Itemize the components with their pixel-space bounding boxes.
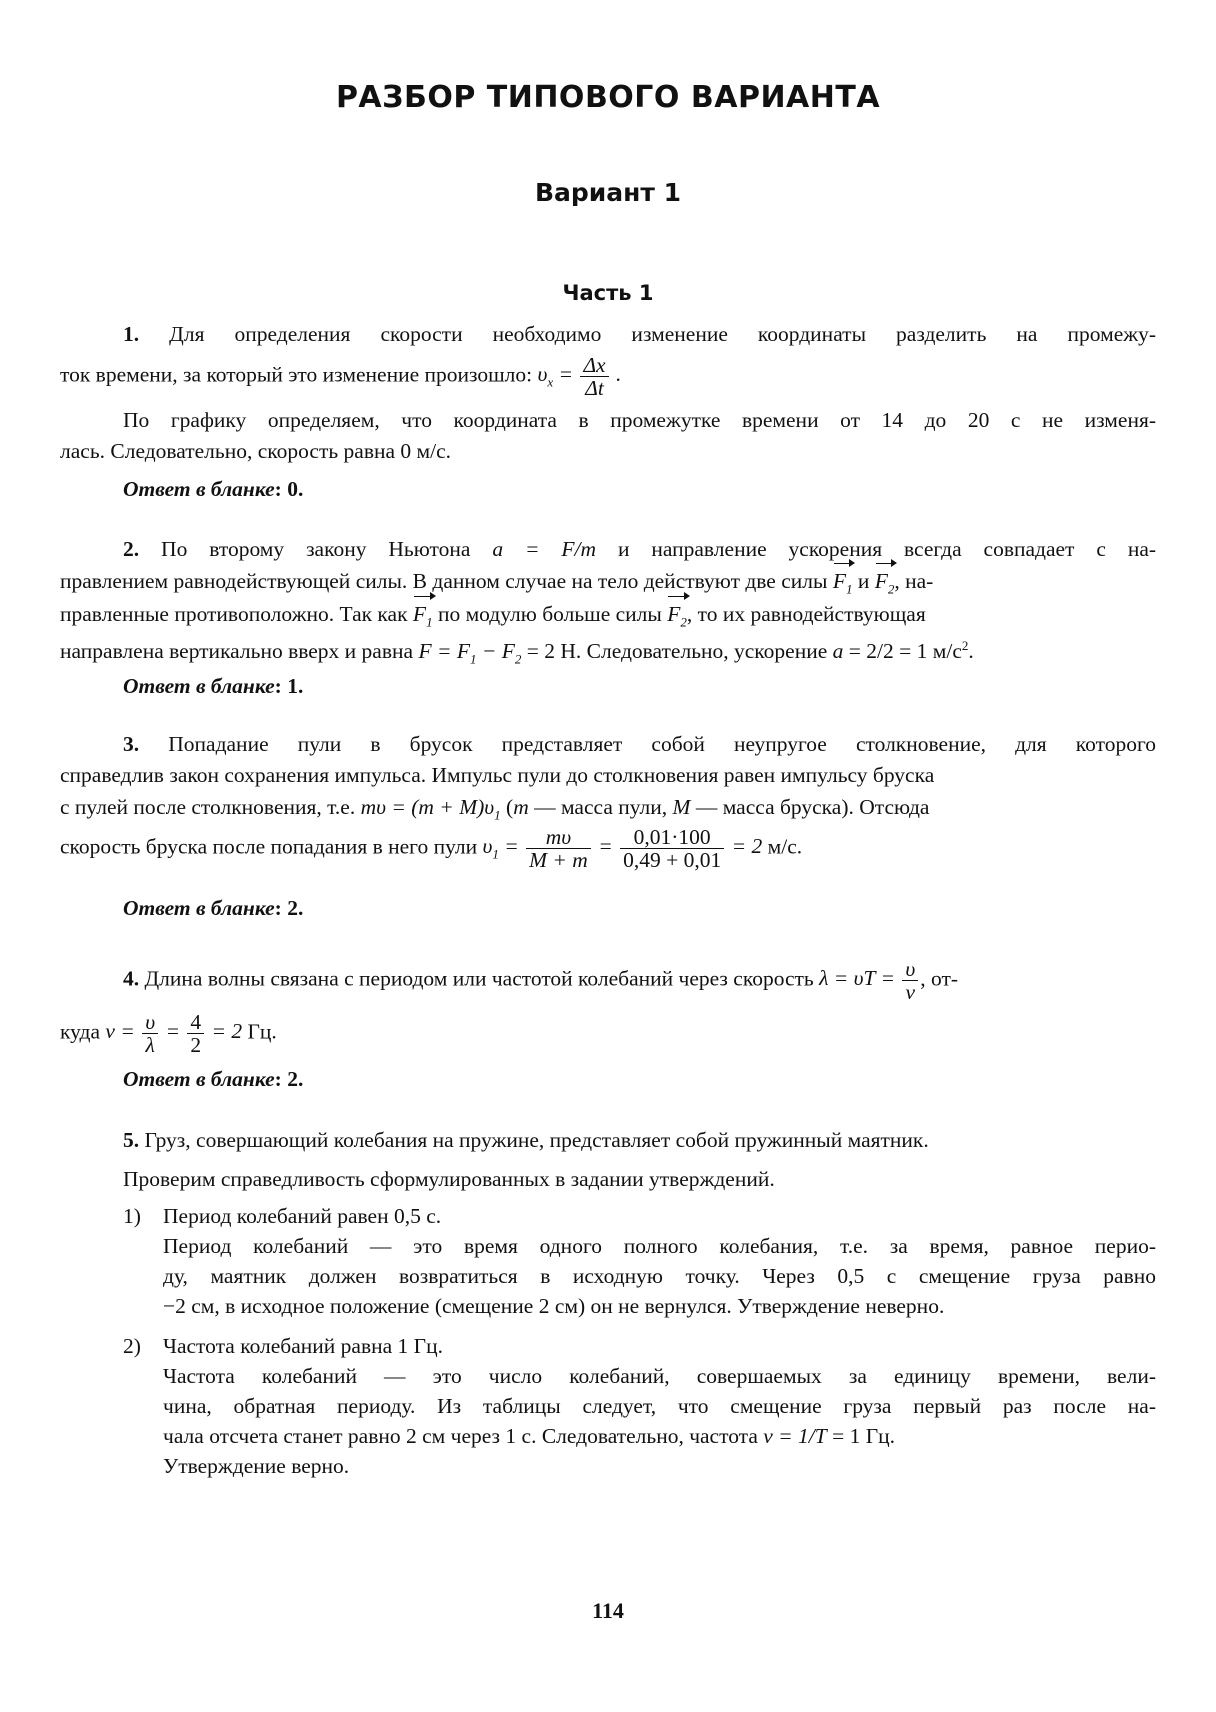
formula-newton: a = F/m xyxy=(492,537,597,561)
item2-line1 xyxy=(163,1360,1156,1392)
formula-block-velocity: $\upsilon_1$ = $\frac{m\upsilon}{M + m}$ = $\frac{0,01\cdot 100}{0,49 + 0,01}$ = 2 xyxy=(482,825,763,872)
task4-answer: Ответ в бланке: 2. xyxy=(123,1067,304,1091)
vector-f2: $F_2$ xyxy=(875,565,895,605)
item1-heading xyxy=(163,1200,1156,1232)
answer-value: 1. xyxy=(287,674,304,698)
task3-text4b: м/с. xyxy=(767,834,803,859)
task1-text3: По графику определяем, что координата в промежутке времени от 14 до 20 с не изменя- xyxy=(123,408,1156,432)
task2-line1 xyxy=(123,533,1156,565)
item2-text2: чина, обратная периоду. Из таблицы следует, что смещение груза первый раз после на- xyxy=(163,1394,1156,1418)
item2-line4 xyxy=(163,1450,1156,1482)
task4-text1: Длина волны связана с периодом или частотой колебаний через скорость xyxy=(144,966,814,991)
vector-f1: $F_1$ xyxy=(833,565,853,605)
task1-answer: Ответ в бланке: 0. xyxy=(123,477,304,501)
item2-head-text: Частота колебаний равна 1 Гц. xyxy=(163,1334,443,1358)
task2-text4b: Н. Следовательно, ускорение xyxy=(560,639,828,664)
task1-line3 xyxy=(123,404,1156,436)
task4-text2b: Гц. xyxy=(247,1019,277,1044)
task4-line2 xyxy=(60,1011,1156,1056)
task2-text1a: По второму закону Ньютона xyxy=(161,537,471,561)
item2-heading xyxy=(163,1330,1156,1362)
answer-label: Ответ в бланке xyxy=(123,1067,275,1091)
task1-text1: Для определения скорости необходимо изменение координаты разделить на промежу- xyxy=(169,322,1157,346)
answer-value: 0. xyxy=(287,477,304,501)
page-number: 114 xyxy=(592,1598,624,1623)
formula-resultant: $F = F_1 - F_2$ xyxy=(418,639,522,667)
item1-line1 xyxy=(163,1230,1156,1262)
vector-f2: $F_2$ xyxy=(667,598,687,638)
task3-text3c: — масса бруска). Отсюда xyxy=(695,795,930,819)
answer-value: 2. xyxy=(287,896,304,920)
item2-text1: Частота колебаний — это число колебаний, совершаемых за единицу времени, вели- xyxy=(163,1364,1156,1388)
formula-period: ν = 1/T xyxy=(763,1424,827,1448)
item1-text2: ду, маятник должен возвратиться в исходную точку. Через 0,5 с смещение груза равно xyxy=(163,1264,1156,1288)
task3-text2: справедлив закон сохранения импульса. Импульс пули до столкновения равен импульсу бруска xyxy=(60,763,935,787)
task5-text1: Груз, совершающий колебания на пружине, представляет собой пружинный маятник. xyxy=(144,1128,929,1152)
task2-text3c: , то их равнодействующая xyxy=(686,602,926,626)
task2-line4: направлена вертикально вверх и равна $F = F_1 - F_2 = 2$ Н. Следовательно, ускорение a = 2/2 = 1 $м/с^2$. xyxy=(60,638,974,667)
task2-text3b: по модулю больше силы xyxy=(437,602,662,626)
answer-label: Ответ в бланке xyxy=(123,674,275,698)
task3-line4 xyxy=(60,826,1156,871)
item1-line2 xyxy=(163,1260,1156,1292)
task5-line2 xyxy=(123,1163,1156,1195)
task2-number: 2. xyxy=(123,537,140,561)
task1-line4 xyxy=(60,435,1156,467)
task2-answer: Ответ в бланке: 1. xyxy=(123,674,304,698)
part-heading: Часть 1 xyxy=(562,281,654,305)
item2-text4: Утверждение верно. xyxy=(163,1454,350,1478)
formula-acceleration: a xyxy=(832,639,844,664)
item1-number: 1) xyxy=(123,1204,141,1228)
formula-momentum: $m\upsilon = (m + M)\upsilon_1$ xyxy=(360,795,501,823)
task2-text2a: правлением равнодействующей силы. В данном случае на тело действуют две силы xyxy=(60,569,828,593)
item2-text3a: чала отсчета станет равно 2 см через 1 с. Следовательно, частота xyxy=(163,1424,758,1448)
task5-line1 xyxy=(123,1124,1156,1156)
task3-answer: Ответ в бланке: 2. xyxy=(123,896,304,920)
task2-text2c: , на- xyxy=(894,569,934,593)
answer-label: Ответ в бланке xyxy=(123,477,275,501)
formula-velocity: $\upsilon_x$ = $\frac{\Delta x}{\Delta t}$ . xyxy=(537,353,622,400)
task4-text2a: куда xyxy=(60,1019,101,1044)
item1-line3 xyxy=(163,1290,1156,1322)
task4-number: 4. xyxy=(123,966,140,991)
task1-text2: ток времени, за который это изменение произошло: xyxy=(60,362,533,387)
item1-text3: −2 см, в исходное положение (смещение 2 см) он не вернулся. Утверждение неверно. xyxy=(163,1294,945,1318)
page-title: РАЗБОР ТИПОВОГО ВАРИАНТА xyxy=(335,80,881,115)
item2-number: 2) xyxy=(123,1334,141,1358)
task3-text4a: скорость бруска после попадания в него пули xyxy=(60,834,478,859)
task3-line3: с пулей после столкновения, т.е. $m\upsilon = (m + M)\upsilon_1$ (m — масса пули, M — масса бруска). Отсюда xyxy=(60,795,930,823)
task3-line2 xyxy=(60,759,1156,791)
task1-text4: лась. Следовательно, скорость равна 0 м/с. xyxy=(60,439,452,463)
task1-number: 1. xyxy=(123,322,140,346)
task5-number: 5. xyxy=(123,1128,140,1152)
answer-value: 2. xyxy=(287,1067,304,1091)
task4-line1 xyxy=(123,958,1156,1003)
item1-head-text: Период колебаний равен 0,5 с. xyxy=(163,1204,442,1228)
task1-line1 xyxy=(123,318,1156,350)
item2-text3b: Гц. xyxy=(865,1424,896,1448)
item2-line2 xyxy=(163,1390,1156,1422)
variant-heading: Вариант 1 xyxy=(534,178,682,207)
task2-text3a: правленные противоположно. Так как xyxy=(60,602,408,626)
task2-text4c: м/с xyxy=(932,639,962,664)
task3-text3b: — масса пули, xyxy=(534,795,668,819)
item2-line3: чала отсчета станет равно 2 см через 1 с. Следовательно, частота ν = 1/T = 1 Гц. xyxy=(163,1424,896,1448)
task2-text1b: и направление ускорения всегда совпадает с на- xyxy=(617,537,1157,561)
formula-wavelength: λ = υT = $\frac{\upsilon}{\nu}$ xyxy=(819,966,920,990)
task3-text1: Попадание пули в брусок представляет собой неупругое столкновение, для которого xyxy=(168,732,1156,756)
task5-text2: Проверим справедливость сформулированных в задании утверждений. xyxy=(123,1167,775,1191)
task2-text4a: направлена вертикально вверх и равна xyxy=(60,639,414,664)
task3-text3a: с пулей после столкновения, т.е. xyxy=(60,795,356,819)
task1-line2 xyxy=(60,354,1156,399)
formula-frequency: ν = $\frac{\upsilon}{\lambda}$ = $\frac{4}{2}$ = 2 xyxy=(105,1010,243,1057)
item1-text1: Период колебаний — это время одного полного колебания, т.е. за время, равное перио- xyxy=(163,1234,1156,1258)
task3-number: 3. xyxy=(123,732,140,756)
vector-f1: $F_1$ xyxy=(413,598,433,638)
task2-text2b: и xyxy=(857,569,870,593)
answer-label: Ответ в бланке xyxy=(123,896,275,920)
task3-line1 xyxy=(123,728,1156,760)
task4-text1b: , от- xyxy=(920,966,959,991)
